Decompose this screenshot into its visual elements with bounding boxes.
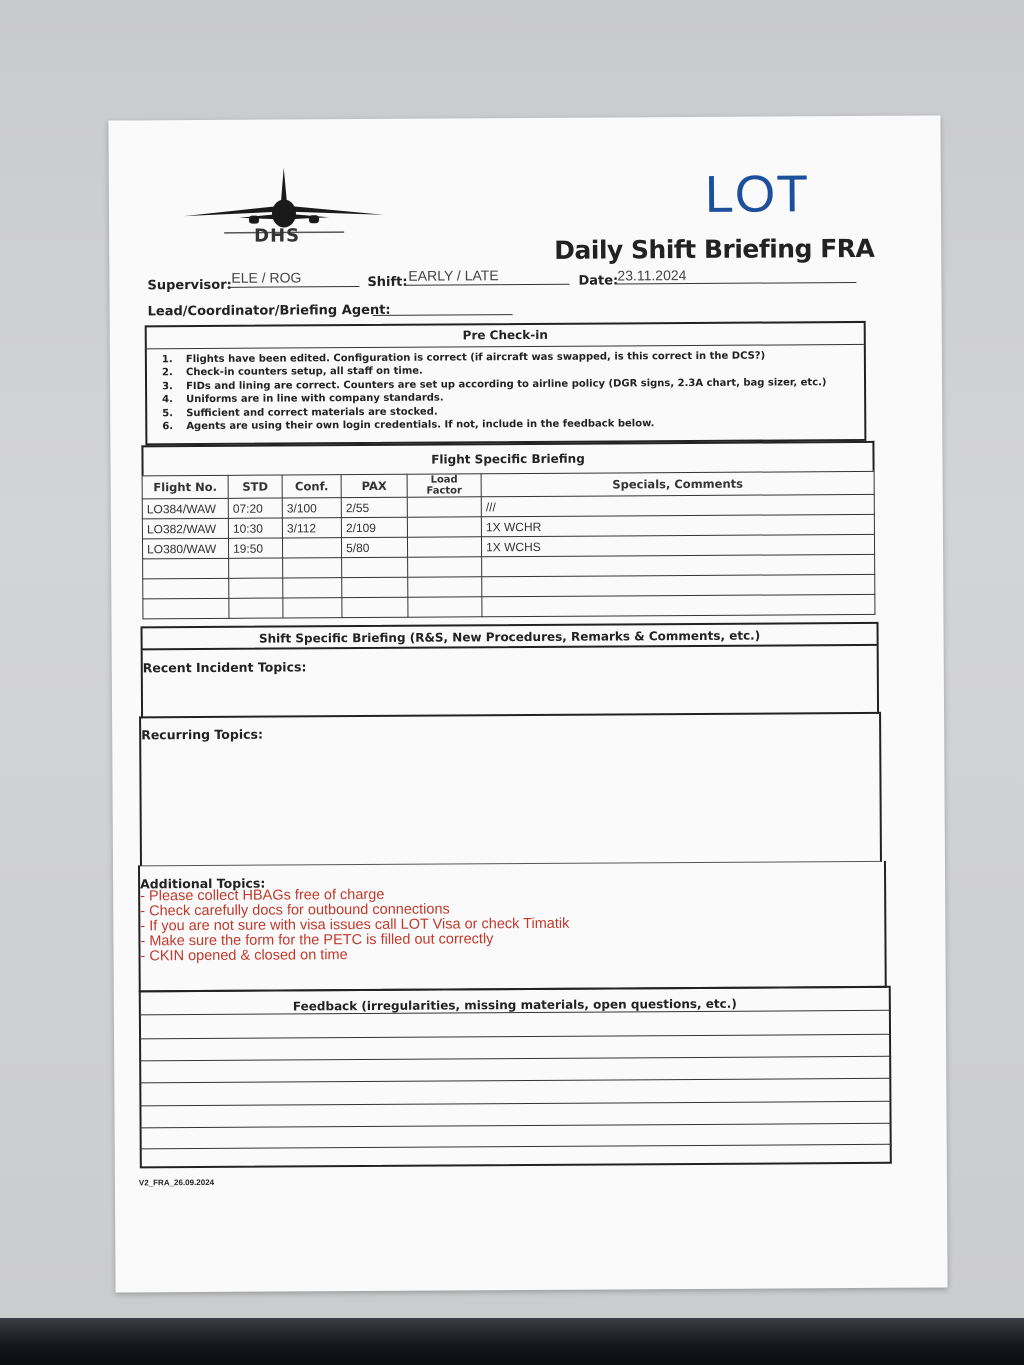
- flight-cell[interactable]: 1X WCHS: [481, 534, 874, 556]
- flight-cell[interactable]: LO380/WAW: [142, 538, 228, 559]
- pre-checkin-item-number: 5.: [162, 407, 174, 419]
- recurring-topics-label: Recurring Topics:: [141, 726, 263, 743]
- flight-cell[interactable]: [407, 497, 481, 517]
- shift-briefing-heading: Shift Specific Briefing (R&S, New Procedures, Remarks & Comments, etc.): [258, 628, 761, 646]
- pre-checkin-item-text: Agents are using their own login credentials. If not, include in the feedback below.: [186, 418, 655, 433]
- dhs-logo: [184, 167, 384, 248]
- form-version: V2_FRA_26.09.2024: [138, 1177, 215, 1188]
- flight-cell[interactable]: [482, 554, 875, 576]
- pre-checkin-item-text: Flights have been edited. Configuration is correct (if aircraft was swapped, is this correct in the DCS?): [185, 350, 766, 366]
- additional-topics-list: [140, 887, 569, 965]
- additional-topics-label: Additional Topics:: [140, 875, 266, 892]
- additional-topic-item: - Check carefully docs for outbound connections: [140, 901, 450, 920]
- flight-column-header: Load Factor: [407, 474, 481, 497]
- flight-cell[interactable]: [229, 598, 283, 618]
- flight-cell[interactable]: 5/80: [341, 537, 407, 557]
- flight-column-header: Specials, Comments: [481, 471, 874, 496]
- briefing-sheet: [108, 115, 947, 1292]
- flight-cell[interactable]: [407, 537, 481, 557]
- recent-topics-box: [141, 646, 879, 719]
- flight-cell[interactable]: 2/109: [341, 517, 407, 537]
- supervisor-label: Supervisor:: [147, 277, 232, 294]
- airline-brand: LOT: [704, 165, 810, 224]
- flight-cell[interactable]: [342, 557, 408, 577]
- flight-cell[interactable]: [282, 538, 341, 558]
- flight-cell[interactable]: [283, 578, 342, 598]
- flight-cell[interactable]: [482, 594, 875, 616]
- shift-line: [405, 284, 569, 286]
- flight-cell[interactable]: [482, 574, 875, 596]
- desk-edge: [0, 1318, 1024, 1365]
- flight-cell[interactable]: [408, 577, 482, 597]
- logo-text: DHS: [254, 225, 301, 247]
- flight-cell[interactable]: 19:50: [228, 538, 282, 558]
- flight-cell[interactable]: 2/55: [341, 497, 407, 517]
- supervisor-value[interactable]: ELE / ROG: [231, 269, 302, 286]
- flight-cell[interactable]: [408, 597, 482, 617]
- flight-cell[interactable]: 07:20: [228, 498, 282, 518]
- pre-checkin-item-text: Sufficient and correct materials are stocked.: [186, 406, 438, 419]
- flight-cell[interactable]: 3/100: [282, 498, 341, 518]
- pre-checkin-item-number: 2.: [161, 367, 173, 379]
- flight-cell[interactable]: [143, 578, 229, 599]
- flight-column-header: Flight No.: [142, 475, 228, 499]
- pre-checkin-item-number: 1.: [161, 354, 173, 366]
- flight-column-header: STD: [228, 475, 282, 498]
- flight-cell[interactable]: [143, 558, 229, 579]
- feedback-heading: Feedback (irregularities, missing materials, open questions, etc.): [292, 996, 737, 1014]
- flight-cell[interactable]: LO382/WAW: [142, 518, 228, 539]
- flight-cell[interactable]: 3/112: [282, 518, 341, 538]
- shift-value[interactable]: EARLY / LATE: [408, 267, 499, 284]
- flight-row: [143, 594, 875, 618]
- date-label: Date:: [578, 273, 619, 289]
- pre-checkin-list: [162, 349, 827, 433]
- flight-cell[interactable]: [229, 558, 283, 578]
- pre-checkin-item-number: 3.: [162, 380, 173, 393]
- flight-briefing-heading: Flight Specific Briefing: [431, 451, 585, 467]
- date-line: [614, 282, 856, 284]
- flight-table: [142, 471, 876, 619]
- flight-cell[interactable]: [342, 597, 408, 617]
- lead-label: Lead/Coordinator/Briefing Agent:: [147, 302, 391, 320]
- flight-cell[interactable]: [229, 578, 283, 598]
- flight-cell[interactable]: [283, 558, 342, 578]
- flight-cell[interactable]: [283, 598, 342, 618]
- date-value[interactable]: 23.11.2024: [617, 267, 687, 284]
- page-title: Daily Shift Briefing FRA: [554, 233, 875, 265]
- shift-label: Shift:: [367, 274, 408, 290]
- flight-cell[interactable]: [143, 598, 229, 619]
- flight-cell[interactable]: LO384/WAW: [142, 498, 228, 519]
- flight-cell[interactable]: 1X WCHR: [481, 514, 874, 536]
- pre-checkin-item-number: 6.: [162, 421, 174, 433]
- additional-topic-item: - Please collect HBAGs free of charge: [140, 886, 385, 905]
- flight-column-header: Conf.: [282, 475, 341, 498]
- additional-topic-item: - CKIN opened & closed on time: [140, 947, 348, 965]
- supervisor-line: [227, 286, 359, 288]
- flight-column-header: PAX: [341, 474, 407, 497]
- flight-cell[interactable]: [342, 577, 408, 597]
- flight-cell[interactable]: [408, 557, 482, 577]
- lead-line: [373, 314, 513, 316]
- recent-topics-label: Recent Incident Topics:: [142, 659, 307, 676]
- additional-topic-item: - Make sure the form for the PETC is filled out correctly: [140, 931, 494, 950]
- additional-topic-item: - If you are not sure with visa issues call LOT Visa or check Timatik: [140, 915, 570, 935]
- pre-checkin-item-text: Uniforms are in line with company standards.: [186, 392, 444, 406]
- flight-cell[interactable]: 10:30: [228, 518, 282, 538]
- flight-cell[interactable]: [407, 517, 481, 537]
- pre-checkin-item-number: 4.: [162, 394, 173, 406]
- pre-checkin-item-text: FIDs and lining are correct. Counters are set up according to airline policy (DGR signs, 2.3A chart, bag sizer, etc.): [186, 376, 827, 392]
- flight-cell[interactable]: ///: [481, 494, 874, 516]
- pre-checkin-item-text: Check-in counters setup, all staff on time.: [185, 366, 423, 379]
- pre-checkin-heading: Pre Check-in: [462, 327, 548, 343]
